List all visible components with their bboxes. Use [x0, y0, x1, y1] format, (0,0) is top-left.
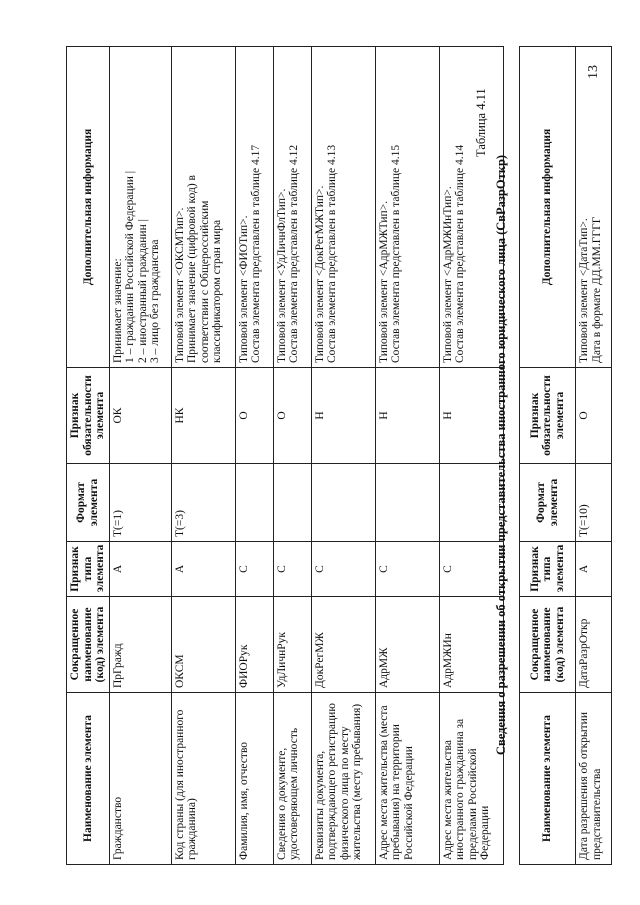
cell-format: Т(=10): [576, 464, 612, 542]
cell-name: Дата разрешения об открытии представительства: [576, 693, 612, 865]
cell-code: ДатаРазрОткр: [576, 597, 612, 693]
cell-name: Код страны (для иностранного гражданина): [171, 693, 235, 865]
cell-required: НК: [171, 368, 235, 464]
cell-required: Н: [439, 368, 503, 464]
info-line: Типовой элемент <ФИОТип>.: [237, 215, 250, 363]
info-line: Принимает значение (цифровой код) в: [186, 175, 198, 363]
table-row: [576, 47, 612, 865]
cell-code: УдЛичнРук: [273, 597, 311, 693]
cell-format: Т(=3): [171, 464, 235, 542]
cell-info: [171, 47, 235, 368]
cell-required: О: [576, 368, 612, 464]
cell-type: С: [235, 542, 273, 597]
cell-format: Т(=1): [109, 464, 171, 542]
cell-info: [235, 47, 273, 368]
info-line: Типовой элемент <ОКСМТип>.: [173, 207, 186, 363]
cell-format: [273, 464, 311, 542]
cell-required: ОК: [109, 368, 171, 464]
info-line: Состав элемента представлен в таблице 4.12: [288, 144, 300, 363]
cell-info: [311, 47, 375, 368]
info-line: Состав элемента представлен в таблице 4.17: [250, 144, 262, 363]
info-line: Типовой элемент <ДокРегМЖТип>.: [313, 185, 326, 363]
info-line: Принимает значение:: [111, 258, 124, 363]
permission-table: [519, 46, 612, 865]
header-name: Наименование элемента: [520, 693, 576, 865]
cell-required: О: [273, 368, 311, 464]
cell-type: А: [109, 542, 171, 597]
info-line: 3 – лицо без гражданства: [149, 239, 161, 363]
cell-info: [375, 47, 439, 368]
header-info: Дополнительная информация: [67, 47, 110, 368]
cell-type: С: [273, 542, 311, 597]
cell-type: А: [576, 542, 612, 597]
cell-type: С: [375, 542, 439, 597]
header-code: Сокращенное наименование (код) элемента: [67, 597, 110, 693]
header-required: Признак обязательности элемента: [67, 368, 110, 464]
cell-format: [235, 464, 273, 542]
table-row: [375, 47, 439, 865]
table-row: [311, 47, 375, 865]
header-info: Дополнительная информация: [520, 47, 576, 368]
cell-info: [273, 47, 311, 368]
header-type: Признак типа элемента: [520, 542, 576, 597]
header-format: Формат элемента: [67, 464, 110, 542]
table-title: Сведения о разрешении об открытии представительства иностранного юридического лица (СвРазрОткр): [494, 154, 508, 756]
table-row: [273, 47, 311, 865]
table-header-row: [67, 47, 110, 865]
cell-type: С: [439, 542, 503, 597]
cell-type: А: [171, 542, 235, 597]
cell-code: АдрМЖ: [375, 597, 439, 693]
header-type: Признак типа элемента: [67, 542, 110, 597]
table-row: [171, 47, 235, 865]
info-line: Типовой элемент <АдрМЖТип>.: [377, 200, 390, 363]
info-line: Типовой элемент <АдрМЖИнТип>.: [441, 186, 454, 363]
cell-name: Фамилия, имя, отчество: [235, 693, 273, 865]
info-line: соответствии с Общероссийским: [198, 200, 211, 363]
cell-name: Реквизиты документа, подтверждающего регистрацию физического лица по месту жительства (месту пребывания): [311, 693, 375, 865]
info-line: Типовой элемент <УдЛичнФлТип>.: [275, 188, 288, 363]
cell-code: АдрМЖИн: [439, 597, 503, 693]
table-label: Таблица 4.11: [474, 88, 488, 157]
table-row: [235, 47, 273, 865]
table-row: [109, 47, 171, 865]
cell-required: О: [235, 368, 273, 464]
cell-name: Сведения о документе, удостоверяющем личность: [273, 693, 311, 865]
info-line: классификатором стран мира: [211, 219, 223, 363]
cell-required: Н: [375, 368, 439, 464]
info-line: 2 – иностранный гражданин |: [136, 219, 149, 363]
table-header-row: [520, 47, 576, 865]
header-required: Признак обязательности элемента: [520, 368, 576, 464]
elements-table: [66, 46, 504, 865]
cell-required: Н: [311, 368, 375, 464]
info-line: Состав элемента представлен в таблице 4.13: [326, 144, 338, 363]
info-line: Типовой элемент <ДатаТип>.: [578, 218, 590, 363]
cell-format: [375, 464, 439, 542]
cell-code: ФИОРук: [235, 597, 273, 693]
header-format: Формат элемента: [520, 464, 576, 542]
cell-name: Адрес места жительства иностранного гражданина за пределами Российской Федерации: [439, 693, 503, 865]
header-code: Сокращенное наименование (код) элемента: [520, 597, 576, 693]
info-line: Дата в формате ДД.ММ.ГГГГ: [590, 216, 603, 363]
cell-code: ПрГражд: [109, 597, 171, 693]
cell-info: [109, 47, 171, 368]
header-name: Наименование элемента: [67, 693, 110, 865]
cell-info: [576, 47, 612, 368]
cell-code: ОКСМ: [171, 597, 235, 693]
page-number: 13: [586, 65, 601, 79]
cell-name: Гражданство: [109, 693, 171, 865]
cell-type: С: [311, 542, 375, 597]
cell-name: Адрес места жительства (места пребывания) на территории Российской Федерации: [375, 693, 439, 865]
info-line: 1 – гражданин Российской Федерации |: [124, 170, 136, 363]
cell-format: [311, 464, 375, 542]
cell-code: ДокРегМЖ: [311, 597, 375, 693]
info-line: Состав элемента представлен в таблице 4.14: [454, 144, 466, 363]
info-line: Состав элемента представлен в таблице 4.15: [390, 144, 402, 363]
